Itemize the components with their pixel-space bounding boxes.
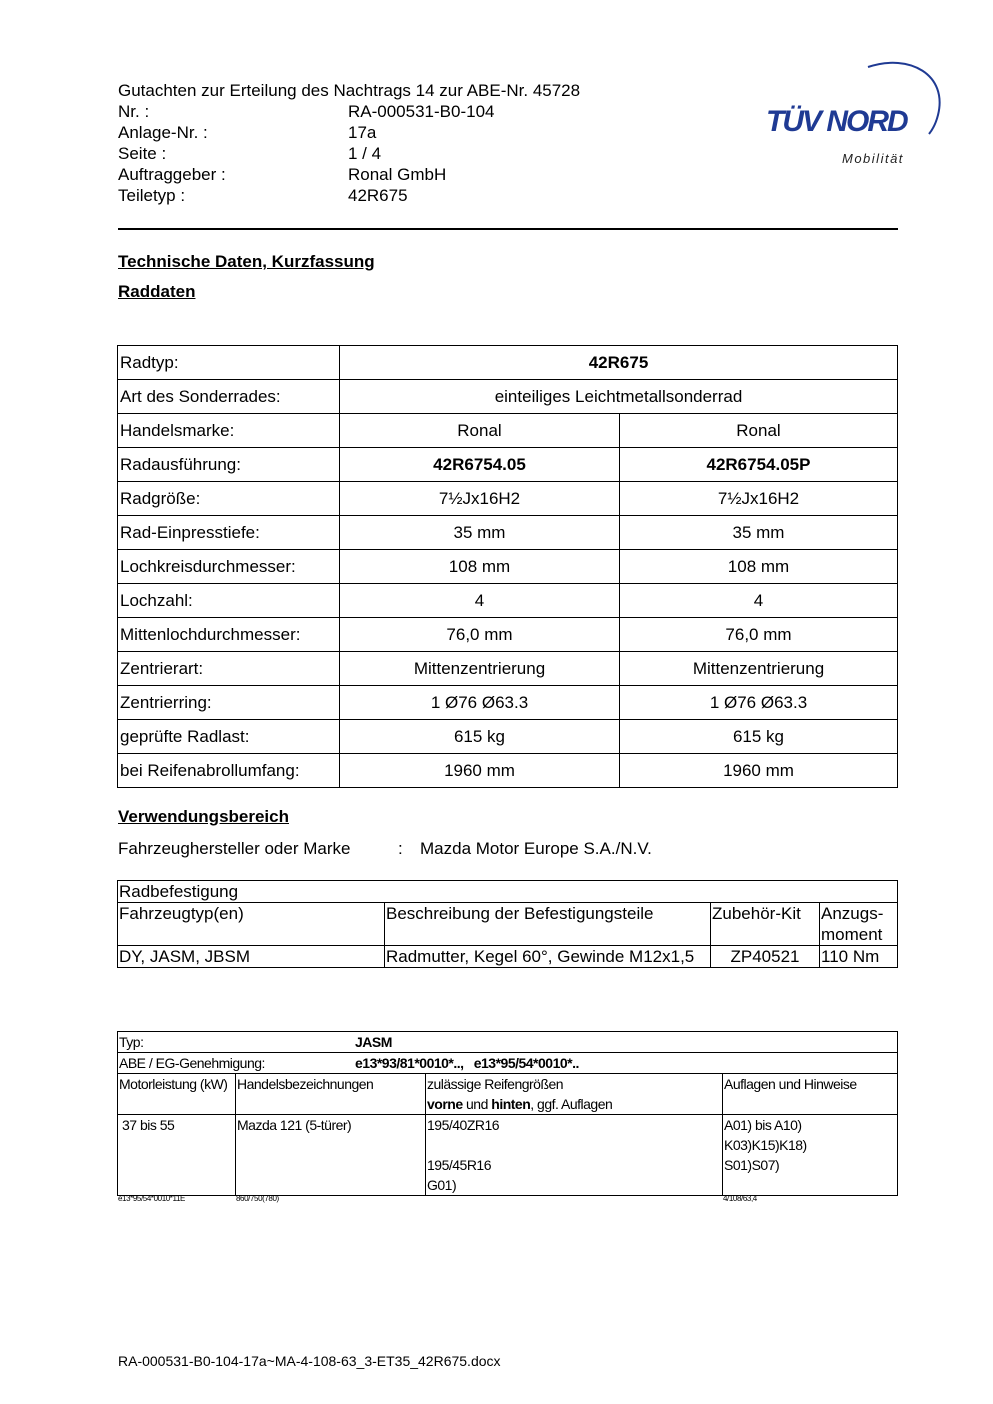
row-label: Radtyp: <box>118 346 340 380</box>
table-row <box>118 448 898 482</box>
note-line: S01)S07) <box>724 1157 780 1173</box>
table-row <box>118 720 898 754</box>
table-row <box>118 1032 898 1053</box>
row-label: geprüfte Radlast: <box>118 720 340 754</box>
table-row <box>118 482 898 516</box>
header-label: Auftraggeber : <box>118 165 226 184</box>
approval-label: ABE / EG-Genehmigung: <box>119 1055 265 1071</box>
row-label: Mittenlochdurchmesser: <box>118 618 340 652</box>
header-divider <box>118 228 898 230</box>
spacer <box>427 1135 721 1155</box>
header-row-nr <box>118 101 494 122</box>
cell-variant-a: 615 kg <box>340 720 620 754</box>
document-title: Gutachten zur Erteilung des Nachtrags 14 zur ABE-Nr. 45728 <box>118 81 581 100</box>
cell-variant-a: 108 mm <box>340 550 620 584</box>
kit-cell: ZP40521 <box>711 946 820 968</box>
conditions-label: , ggf. Auflagen <box>530 1096 613 1112</box>
wheel-type-value: 42R675 <box>340 346 898 380</box>
header-row-auftraggeber <box>118 164 446 185</box>
table-row <box>118 380 898 414</box>
logo-brand: TÜV NORD <box>766 105 907 138</box>
cell-variant-b: 76,0 mm <box>620 618 898 652</box>
manufacturer-label: Fahrzeughersteller oder Marke <box>118 839 351 858</box>
header-value: RA-000531-B0-104 <box>348 102 495 121</box>
type-approval-table <box>117 1031 898 1196</box>
weight-footnote: 860/750(780) <box>236 1194 279 1203</box>
cell-variant-a: Ronal <box>340 414 620 448</box>
type-label: Typ: <box>119 1034 144 1050</box>
cell-variant-b: 4 <box>620 584 898 618</box>
front-label: vorne <box>427 1096 463 1112</box>
table-row <box>118 881 898 903</box>
approval-line <box>118 1053 898 1074</box>
row-label: Zentrierring: <box>118 686 340 720</box>
column-header: Beschreibung der Befestigungsteile <box>385 903 711 946</box>
cell-variant-a: 1960 mm <box>340 754 620 788</box>
table-row <box>118 414 898 448</box>
table-row <box>118 754 898 788</box>
header-row-anlage <box>118 122 376 143</box>
fastening-title: Radbefestigung <box>118 881 898 903</box>
tyre-size: 195/40ZR16 <box>427 1117 500 1133</box>
type-value: JASM <box>355 1034 392 1050</box>
row-label: Zentrierart: <box>118 652 340 686</box>
header-value: Ronal GmbH <box>348 165 447 184</box>
header-label: Seite : <box>118 144 167 163</box>
type-line <box>118 1032 898 1053</box>
note-line: K03)K15)K18) <box>724 1137 807 1153</box>
cell-variant-b: 7½Jx16H2 <box>620 482 898 516</box>
vehicle-types-cell: DY, JASM, JBSM <box>118 946 385 968</box>
table-header-row <box>118 1074 898 1115</box>
tyre-header-subline <box>427 1094 721 1114</box>
trade-name-cell: Mazda 121 (5-türer) <box>236 1115 426 1196</box>
header-row-teiletyp <box>118 185 408 206</box>
row-label: Lochkreisdurchmesser: <box>118 550 340 584</box>
header-label: Anlage-Nr. : <box>118 123 208 142</box>
tyre-column-header <box>426 1074 723 1115</box>
row-label: Handelsmarke: <box>118 414 340 448</box>
section-usage-heading: Verwendungsbereich <box>118 807 289 826</box>
cell-variant-a: 42R6754.05 <box>340 448 620 482</box>
table-header-row <box>118 903 898 946</box>
table-row <box>118 686 898 720</box>
cell-variant-b: 108 mm <box>620 550 898 584</box>
cell-variant-a: 35 mm <box>340 516 620 550</box>
cell-variant-b: 1 Ø76 Ø63.3 <box>620 686 898 720</box>
column-header: Fahrzeugtyp(en) <box>118 903 385 946</box>
table-row <box>118 550 898 584</box>
manufacturer-line <box>118 839 652 859</box>
approval-footnote: e13*95/54*0010*11E <box>118 1194 185 1203</box>
wheel-data-table <box>117 345 898 788</box>
section-rad-heading: Raddaten <box>118 282 196 301</box>
cell-variant-a: 7½Jx16H2 <box>340 482 620 516</box>
fastening-table <box>117 880 898 968</box>
power-cell: 37 bis 55 <box>118 1115 236 1196</box>
bolt-pattern-footnote: 4/108/63,4 <box>723 1194 757 1203</box>
and-label: und <box>462 1096 492 1112</box>
manufacturer-value: Mazda Motor Europe S.A./N.V. <box>420 839 652 858</box>
column-header: Zubehör-Kit <box>711 903 820 946</box>
cell-variant-a: 1 Ø76 Ø63.3 <box>340 686 620 720</box>
row-label: Art des Sonderrades: <box>118 380 340 414</box>
tuv-nord-logo <box>760 55 945 170</box>
cell-variant-b: 615 kg <box>620 720 898 754</box>
manufacturer-separator: : <box>398 839 403 858</box>
header-value: 17a <box>348 123 377 142</box>
tyre-sizes-cell <box>426 1115 723 1196</box>
cell-variant-b: Ronal <box>620 414 898 448</box>
row-label: Lochzahl: <box>118 584 340 618</box>
rear-label: hinten <box>491 1096 531 1112</box>
tyre-condition: G01) <box>427 1177 457 1193</box>
torque-cell: 110 Nm <box>820 946 898 968</box>
table-row <box>118 1053 898 1074</box>
cell-variant-a: 4 <box>340 584 620 618</box>
column-header: Motorleistung (kW) <box>118 1074 236 1115</box>
row-label: bei Reifenabrollumfang: <box>118 754 340 788</box>
column-header: Anzugs-moment <box>820 903 898 946</box>
cell-variant-b: 1960 mm <box>620 754 898 788</box>
table-row <box>118 584 898 618</box>
fastening-description-cell: Radmutter, Kegel 60°, Gewinde M12x1,5 <box>385 946 711 968</box>
column-header: Handelsbezeichnungen <box>236 1074 426 1115</box>
table-row <box>118 346 898 380</box>
wheel-kind-value: einteiliges Leichtmetallsonderrad <box>340 380 898 414</box>
row-label: Radausführung: <box>118 448 340 482</box>
header-row-seite <box>118 143 381 164</box>
column-header: Auflagen und Hinweise <box>723 1074 898 1115</box>
table-row <box>118 618 898 652</box>
document-filename: RA-000531-B0-104-17a~MA-4-108-63_3-ET35_42R675.docx <box>118 1353 501 1369</box>
table-row <box>118 946 898 968</box>
header-label: Teiletyp : <box>118 186 186 205</box>
tyre-size: 195/45R16 <box>427 1157 492 1173</box>
cell-variant-a: Mittenzentrierung <box>340 652 620 686</box>
notes-cell <box>723 1115 898 1196</box>
logo-subtitle: Mobilität <box>842 151 904 166</box>
table-row <box>118 1115 898 1196</box>
tyre-header-line: zulässige Reifengrößen <box>427 1076 564 1092</box>
approval-value: e13*93/81*0010*.., e13*95/54*0010*.. <box>355 1055 579 1071</box>
header-value: 42R675 <box>348 186 408 205</box>
section-tech-heading: Technische Daten, Kurzfassung <box>118 252 375 271</box>
note-line: A01) bis A10) <box>724 1117 802 1133</box>
cell-variant-b: 35 mm <box>620 516 898 550</box>
cell-variant-a: 76,0 mm <box>340 618 620 652</box>
header-label: Nr. : <box>118 102 150 121</box>
table-row <box>118 652 898 686</box>
cell-variant-b: 42R6754.05P <box>620 448 898 482</box>
cell-variant-b: Mittenzentrierung <box>620 652 898 686</box>
header-value: 1 / 4 <box>348 144 382 163</box>
table-row <box>118 516 898 550</box>
row-label: Radgröße: <box>118 482 340 516</box>
row-label: Rad-Einpresstiefe: <box>118 516 340 550</box>
